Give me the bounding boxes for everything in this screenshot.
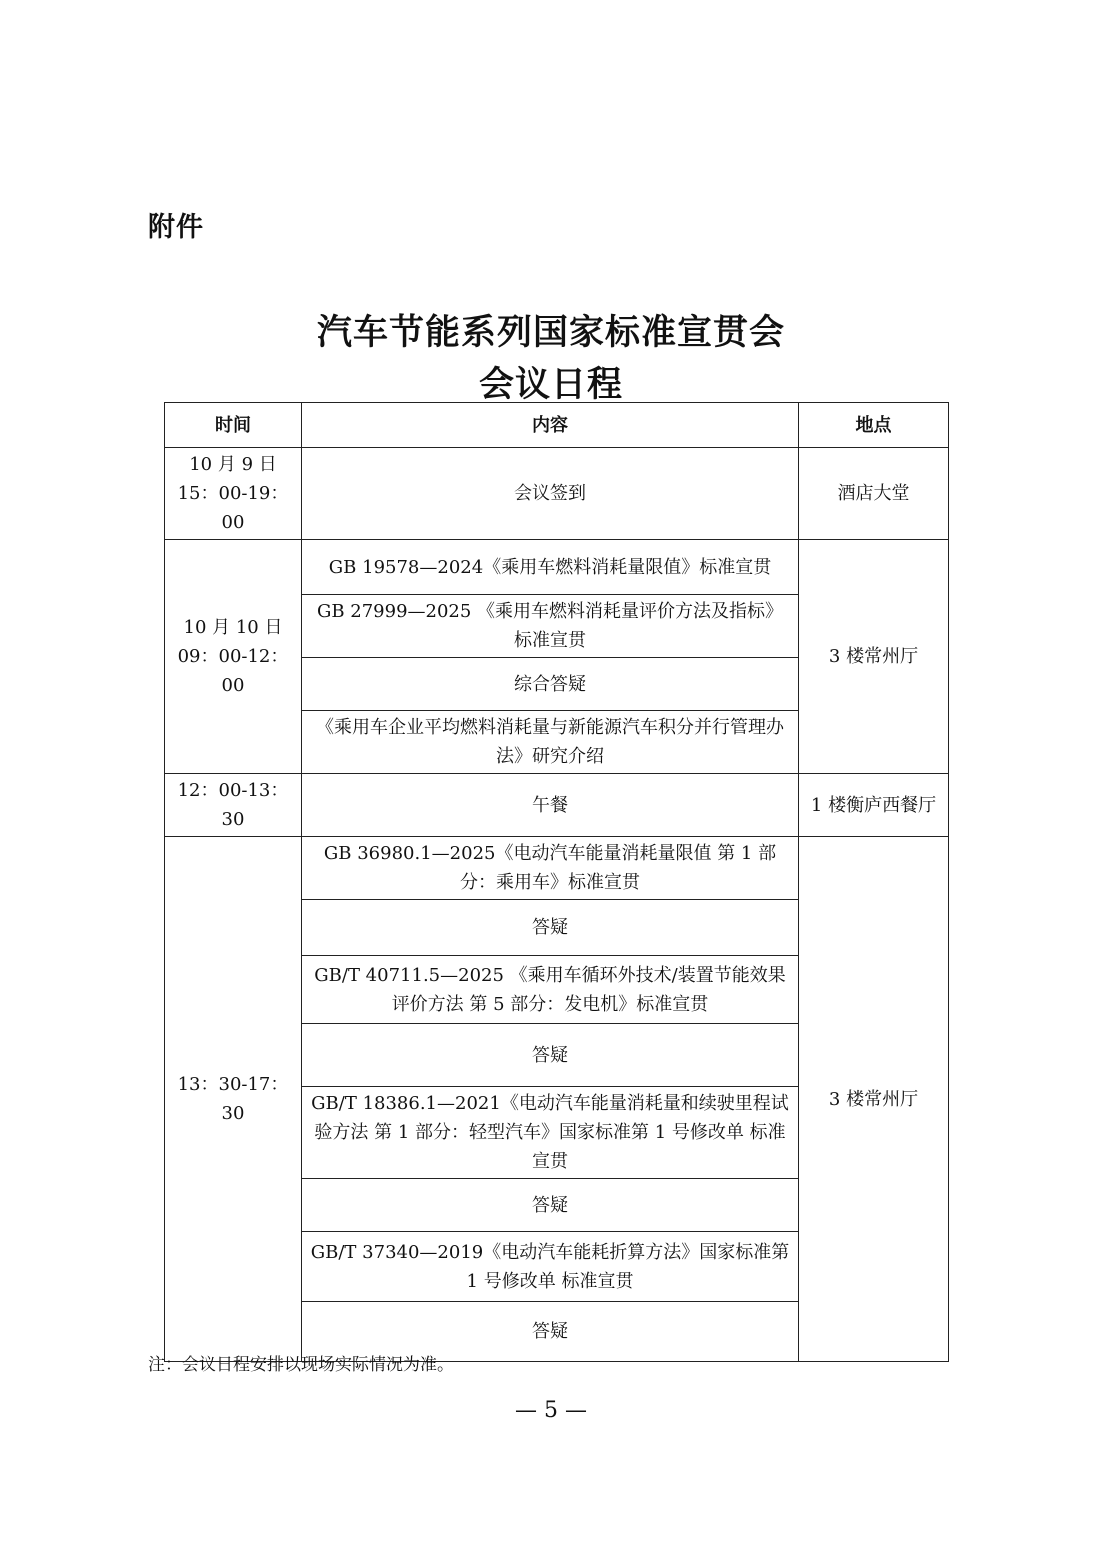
content-cell: GB/T 18386.1—2021《电动汽车能量消耗量和续驶里程试验方法 第 1 部分：轻型汽车》国家标准第 1 号修改单 标准宣贯 bbox=[302, 1087, 799, 1179]
time-range: 15：00-19：00 bbox=[177, 483, 289, 533]
content-cell: GB/T 37340—2019《电动汽车能耗折算方法》国家标准第 1 号修改单 标准宣贯 bbox=[302, 1232, 799, 1302]
header-time: 时间 bbox=[165, 403, 302, 448]
content-cell: 答疑 bbox=[302, 900, 799, 956]
time-cell bbox=[165, 448, 302, 540]
date-text: 10 月 10 日 bbox=[183, 617, 283, 638]
time-cell: 12：00-13：30 bbox=[165, 774, 302, 837]
time-cell: 13：30-17：30 bbox=[165, 837, 302, 1362]
content-cell: 《乘用车企业平均燃料消耗量与新能源汽车积分并行管理办法》研究介绍 bbox=[302, 711, 799, 774]
location-cell: 3 楼常州厅 bbox=[799, 540, 949, 774]
footnote: 注：会议日程安排以现场实际情况为准。 bbox=[148, 1355, 454, 1375]
content-cell: 答疑 bbox=[302, 1024, 799, 1087]
document-subtitle: 会议日程 bbox=[478, 364, 623, 405]
content-cell: 答疑 bbox=[302, 1179, 799, 1232]
content-cell: GB 36980.1—2025《电动汽车能量消耗量限值 第 1 部分：乘用车》标准宣贯 bbox=[302, 837, 799, 900]
content-cell: GB 27999—2025 《乘用车燃料消耗量评价方法及指标》标准宣贯 bbox=[302, 595, 799, 658]
time-cell bbox=[165, 540, 302, 774]
time-range: 09：00-12：00 bbox=[177, 646, 289, 696]
table-row bbox=[165, 837, 949, 900]
content-cell: GB 19578—2024《乘用车燃料消耗量限值》标准宣贯 bbox=[302, 540, 799, 595]
table-header-row bbox=[165, 403, 949, 448]
date-text: 10 月 9 日 bbox=[189, 454, 277, 475]
content-cell: 会议签到 bbox=[302, 448, 799, 540]
page-number: — 5 — bbox=[515, 1398, 587, 1423]
location-cell: 1 楼衡庐西餐厅 bbox=[799, 774, 949, 837]
content-cell: GB/T 40711.5—2025 《乘用车循环外技术/装置节能效果评价方法 第 5 部分：发电机》标准宣贯 bbox=[302, 956, 799, 1024]
content-cell: 综合答疑 bbox=[302, 658, 799, 711]
table-row bbox=[165, 774, 949, 837]
document-title: 汽车节能系列国家标准宣贯会 bbox=[316, 312, 785, 353]
header-location: 地点 bbox=[799, 403, 949, 448]
table-row bbox=[165, 540, 949, 595]
content-cell: 午餐 bbox=[302, 774, 799, 837]
header-content: 内容 bbox=[302, 403, 799, 448]
schedule-table bbox=[164, 402, 949, 1362]
attachment-label: 附件 bbox=[148, 212, 204, 243]
location-cell: 酒店大堂 bbox=[799, 448, 949, 540]
location-cell: 3 楼常州厅 bbox=[799, 837, 949, 1362]
table-row bbox=[165, 448, 949, 540]
content-cell: 答疑 bbox=[302, 1302, 799, 1362]
